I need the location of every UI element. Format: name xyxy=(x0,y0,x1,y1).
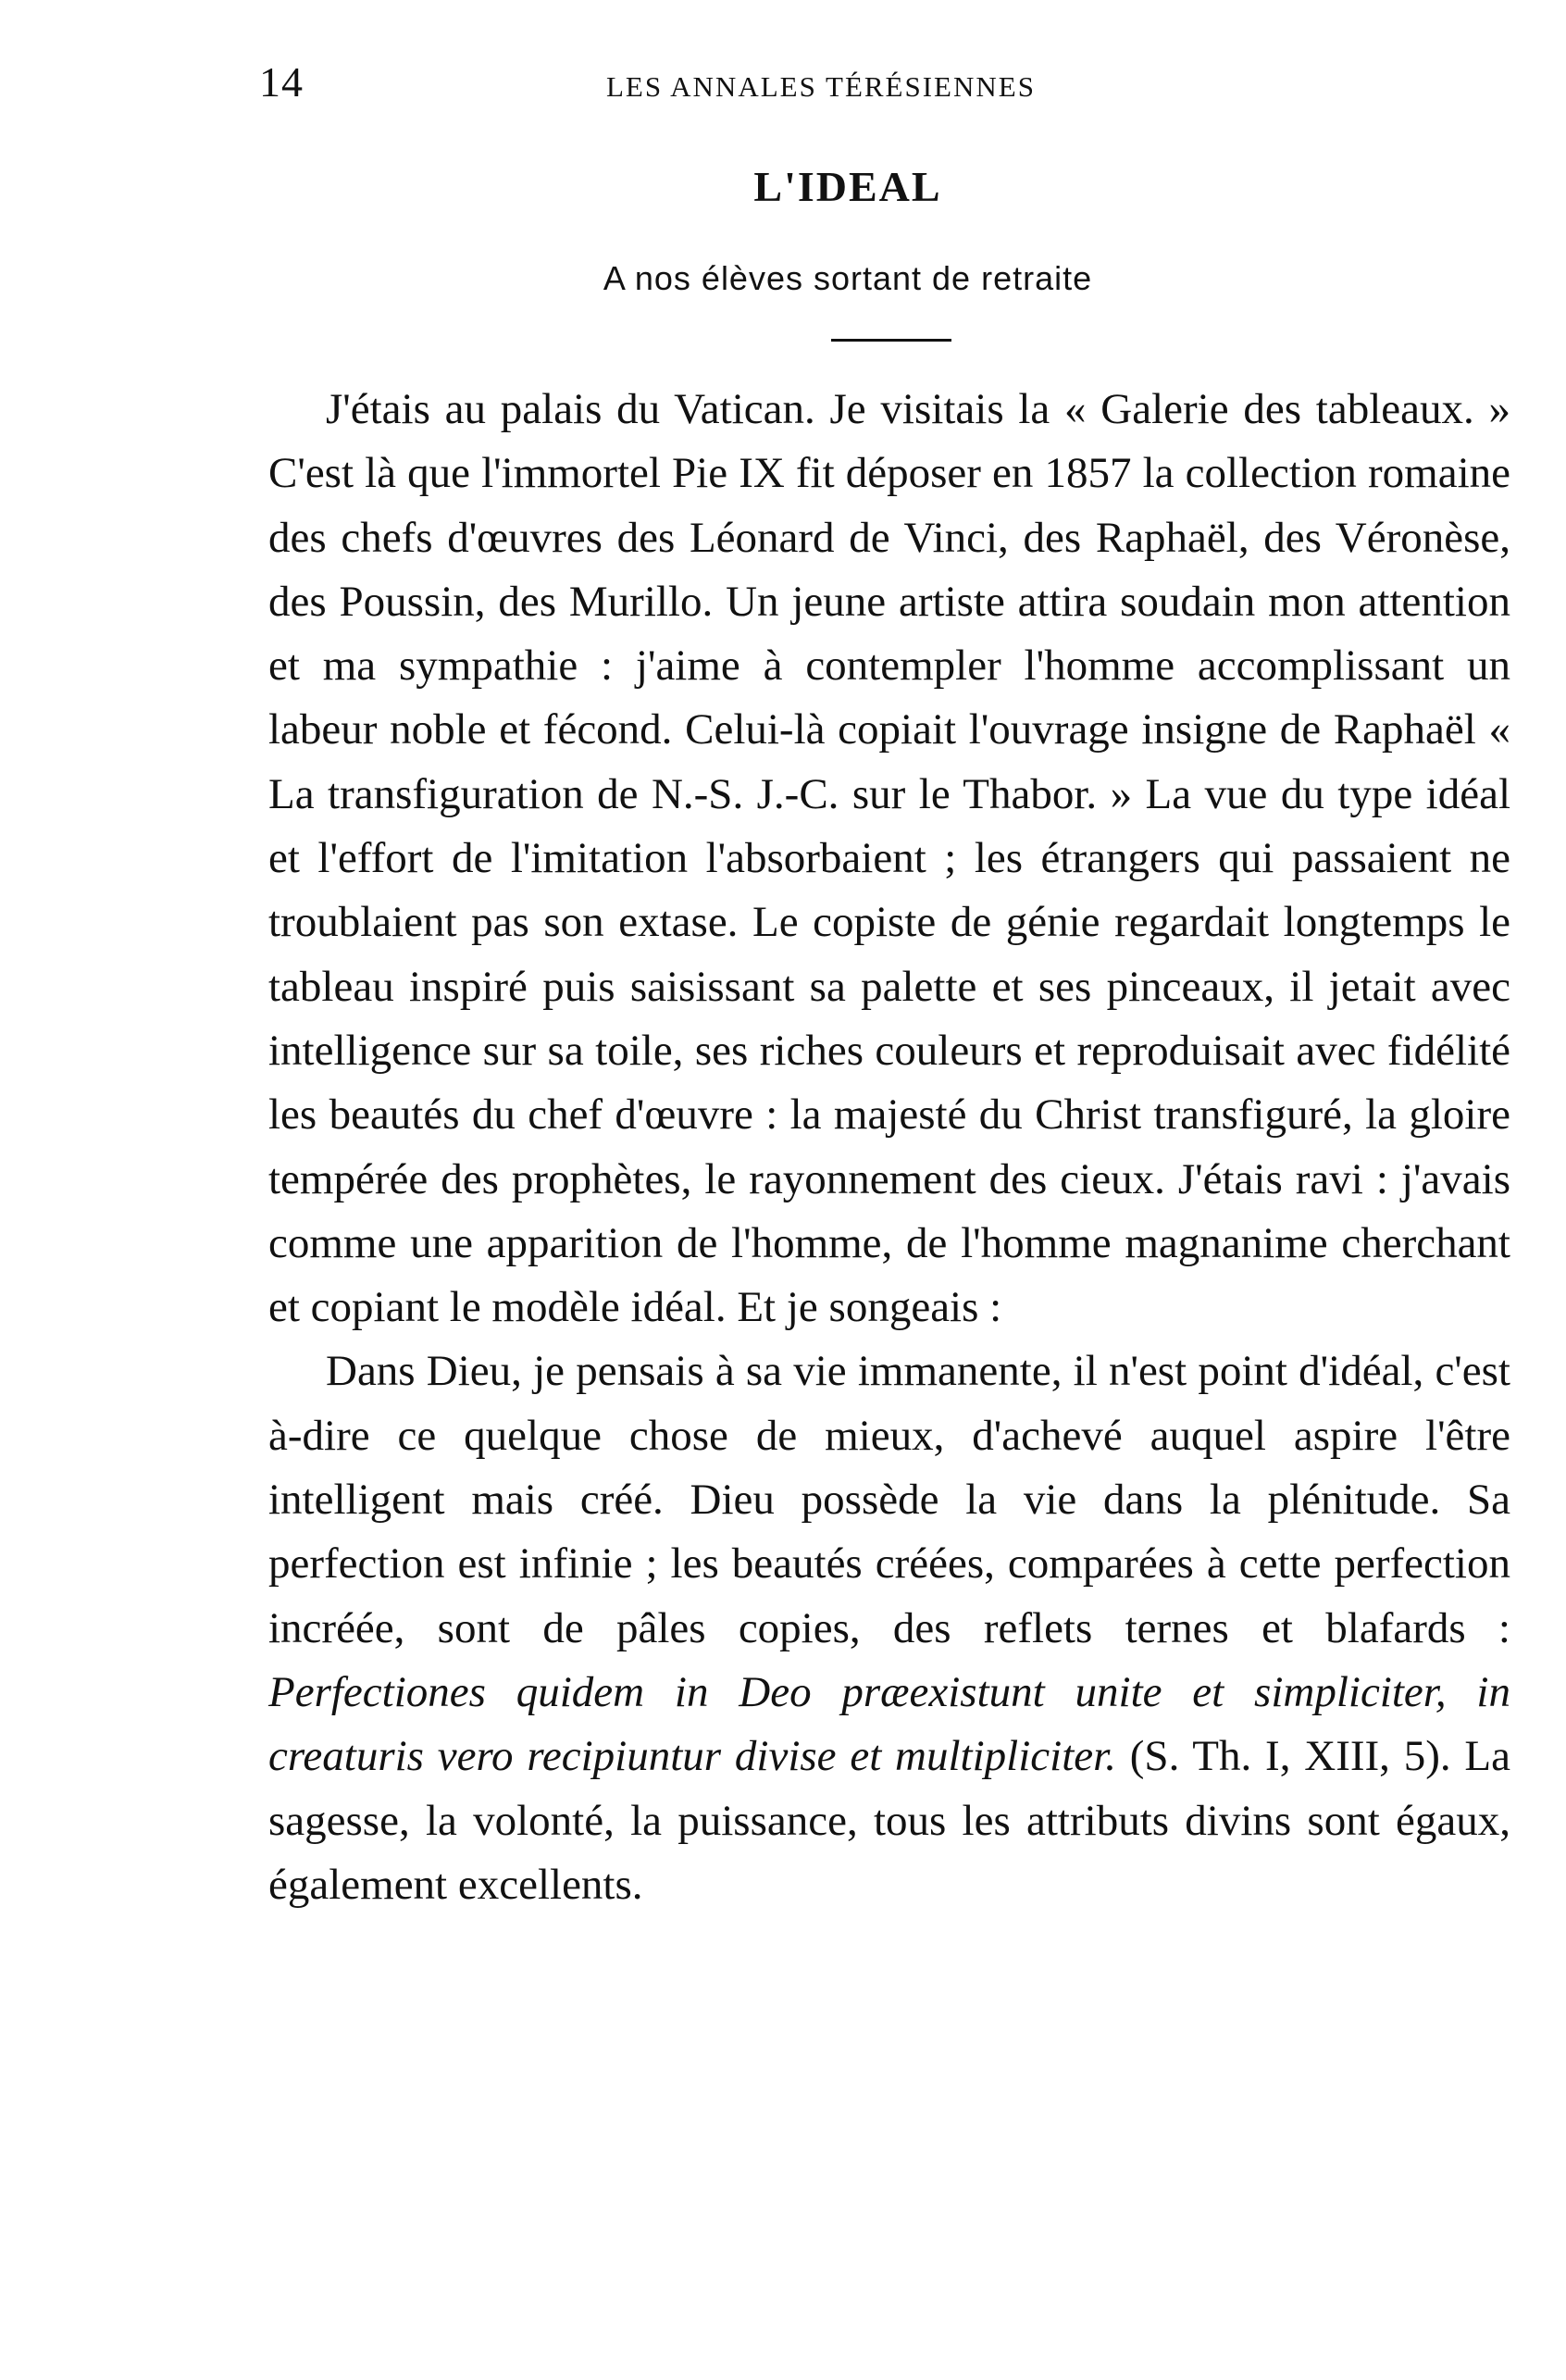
article-title: L'IDEAL xyxy=(753,163,942,210)
article-body xyxy=(268,378,1510,1917)
paragraph-2-citation: (S. Th. I, XIII, 5). La sagesse, la volonté, la puissance, tous les attributs divins sont égaux, également excellents. xyxy=(268,1732,1510,1909)
paragraph-2-text: Dans Dieu, je pensais à sa vie immanente, il n'est point d'idéal, c'est à-dire ce quelque chose de mieux, d'achevé auquel aspire l'être intelligent mais créé. Dieu possède la vie dans la plénitude. Sa perfection est infinie ; les beautés créées, comparées à cette perfection incréée, sont de pâles copies, des reflets ternes et blafards : xyxy=(268,1347,1510,1652)
paragraph-1: J'étais au palais du Vatican. Je visitais la « Galerie des tableaux. » C'est là que l'immortel Pie IX fit déposer en 1857 la collection romaine des chefs d'œuvres des Léonard de Vinci, des Raphaël, des Véronèse, des Poussin, des Murillo. Un jeune artiste attira soudain mon attention et ma sympathie : j'aime à contempler l'homme accomplissant un labeur noble et fécond. Celui-là copiait l'ouvrage insigne de Raphaël « La transfiguration de N.-S. J.-C. sur le Thabor. » La vue du type idéal et l'effort de l'imitation l'absorbaient ; les étrangers qui passaient ne troublaient pas son extase. Le copiste de génie regardait longtemps le tableau inspiré puis saisissant sa palette et ses pinceaux, il jetait avec intelligence sur sa toile, ses riches couleurs et reproduisait avec fidélité les beautés du chef d'œuvre : la majesté du Christ transfiguré, la gloire tempérée des prophètes, le rayonnement des cieux. J'étais ravi : j'avais comme une apparition de l'homme, de l'homme magnanime cherchant et copiant le modèle idéal. Et je songeais : xyxy=(268,385,1510,1332)
paragraph-2 xyxy=(268,1340,1510,1917)
latin-quotation: Perfectiones quidem in Deo præexistunt unite et simpliciter, in creaturis vero recipiuntur divise et multipliciter. xyxy=(268,1667,1510,1781)
article-subtitle: A nos élèves sortant de retraite xyxy=(603,259,1093,297)
running-title: LES ANNALES TÉRÉSIENNES xyxy=(606,70,1036,103)
page-number: 14 xyxy=(259,58,304,106)
page-header xyxy=(259,57,1499,113)
title-divider xyxy=(831,339,951,342)
